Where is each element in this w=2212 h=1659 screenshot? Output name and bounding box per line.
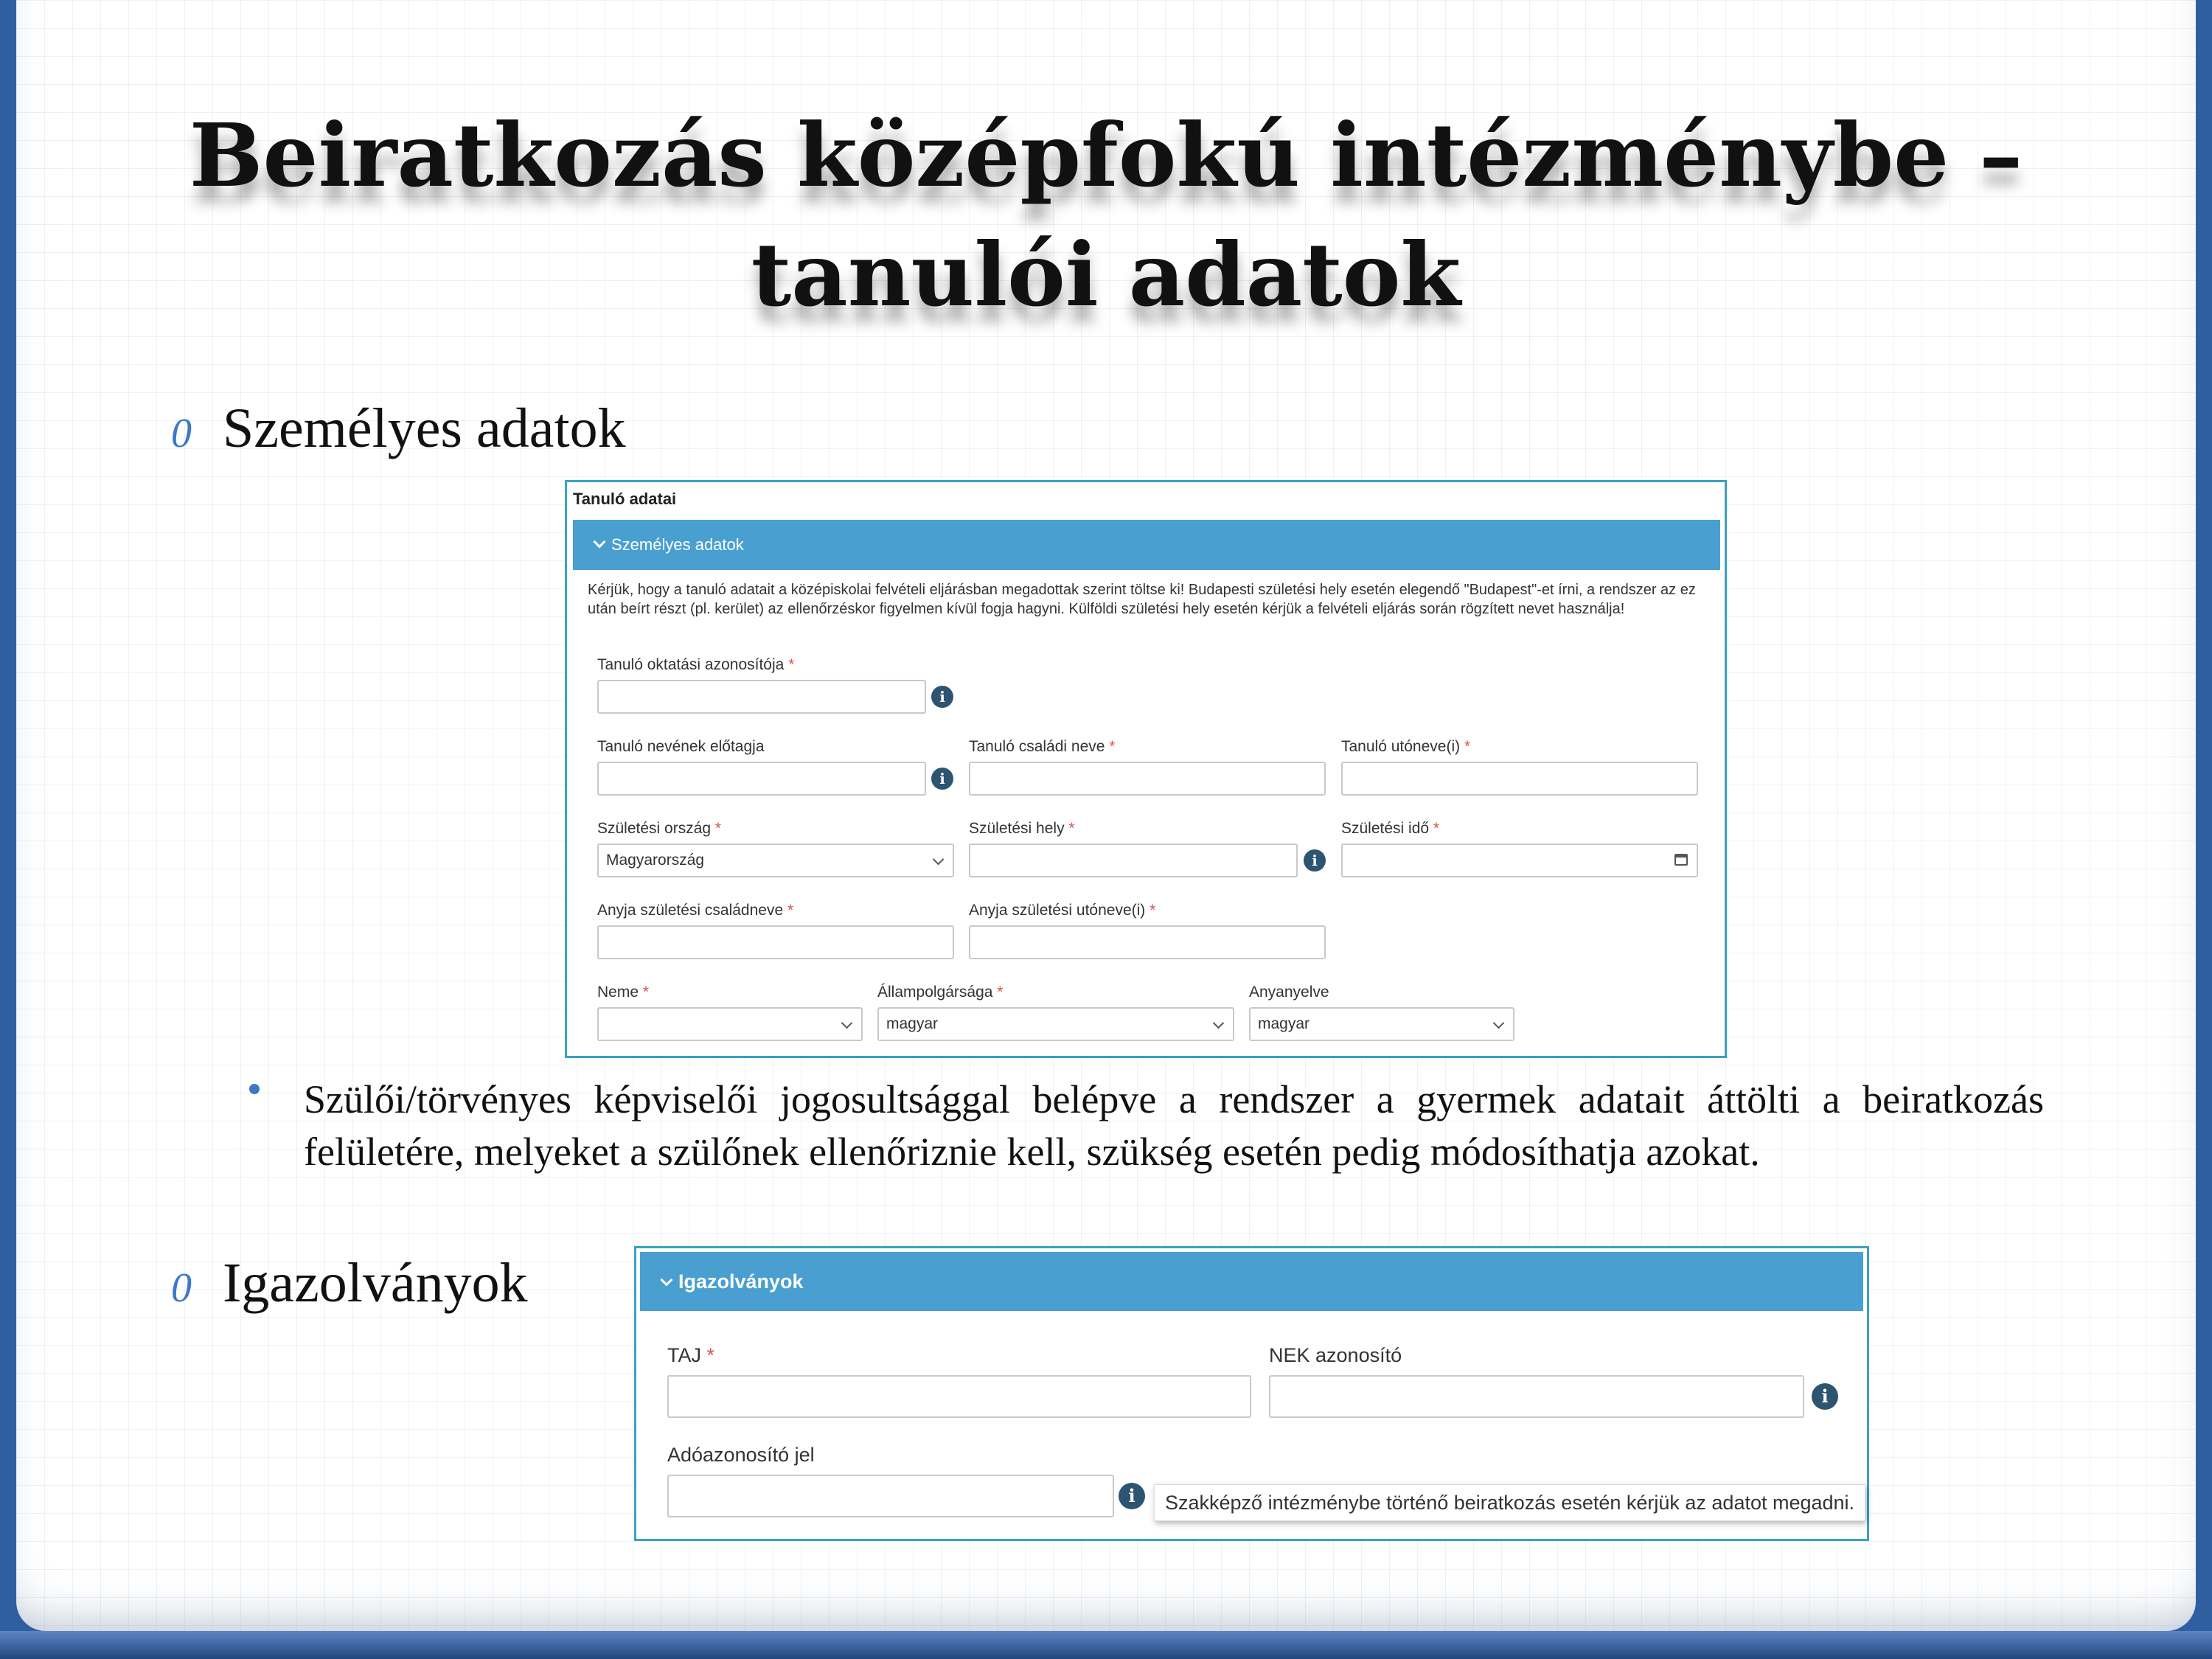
student-data-form bbox=[565, 480, 1727, 1058]
anyja-utonev-input[interactable] bbox=[969, 925, 1326, 959]
chevron-down-icon bbox=[594, 536, 606, 549]
label-anyja-csaladnev: Anyja születési családneve * bbox=[597, 902, 794, 919]
bullet-paragraph: Szülői/törvényes képviselői jogosultsággal belépve a rendszer a gyermek adatait áttölti a beiratkozás felületére, melyeket a szülőnek ellenőriznie kell, szükség esetén pedig módosíthatja azokat. bbox=[304, 1077, 2044, 1174]
title-line-2: tanulói adatok bbox=[751, 223, 1461, 326]
heading-ids-text: Igazolványok bbox=[223, 1252, 528, 1314]
chevron-down-icon bbox=[1213, 1018, 1225, 1029]
heading-personal-data bbox=[171, 395, 626, 467]
csaladi-nev-input[interactable] bbox=[969, 762, 1326, 796]
chevron-down-icon bbox=[661, 1274, 673, 1287]
id-documents-section-header[interactable] bbox=[640, 1252, 1863, 1311]
info-icon[interactable]: i bbox=[931, 686, 953, 708]
oktatasi-azonosito-input[interactable] bbox=[597, 680, 926, 714]
szuletesi-orszag-select[interactable] bbox=[597, 844, 954, 877]
personal-data-section-header[interactable] bbox=[573, 520, 1720, 570]
label-adoazonosito: Adóazonosító jel bbox=[667, 1444, 815, 1466]
info-icon[interactable]: i bbox=[931, 768, 953, 790]
slide-title bbox=[147, 96, 2065, 335]
taj-input[interactable] bbox=[667, 1375, 1251, 1418]
heading-personal-text: Személyes adatok bbox=[223, 397, 626, 459]
heading-ids bbox=[171, 1250, 528, 1321]
anyanyelv-select[interactable] bbox=[1249, 1007, 1514, 1041]
label-nev-elotag: Tanuló nevének előtagja bbox=[597, 738, 765, 755]
id-documents-form bbox=[634, 1246, 1869, 1541]
form-instructions: Kérjük, hogy a tanuló adatait a középiskolai felvételi eljárásban megadottak szerint töltse ki! Budapesti születési hely esetén elegendő "Budapest"-et írni, a rendszer az ez után beírt részt (pl. kerület) az ellenőrzéskor figyelmen kívül fogja hagyni. Külföldi születési hely esetén kérjük a felvételi eljárás során rögzített nevet használja! bbox=[588, 582, 1696, 617]
nek-input[interactable] bbox=[1269, 1375, 1804, 1418]
utonev-input[interactable] bbox=[1341, 762, 1698, 796]
szuletesi-hely-input[interactable] bbox=[969, 844, 1298, 877]
card-title: Tanuló adatai bbox=[573, 490, 677, 508]
label-nek: NEK azonosító bbox=[1269, 1344, 1402, 1366]
section-label: Személyes adatok bbox=[611, 535, 744, 554]
szuletesi-ido-input[interactable] bbox=[1341, 844, 1698, 877]
label-allampolgarsag: Állampolgársága * bbox=[877, 984, 1004, 1001]
label-utonev: Tanuló utóneve(i) * bbox=[1341, 738, 1471, 755]
neme-select[interactable] bbox=[597, 1007, 863, 1041]
label-taj: TAJ * bbox=[667, 1344, 715, 1366]
chevron-down-icon bbox=[933, 854, 945, 866]
bullet-marker-icon: 0 bbox=[171, 1265, 192, 1311]
bullet-dot-icon bbox=[249, 1084, 260, 1094]
label-szuletesi-hely: Születési hely * bbox=[969, 820, 1075, 837]
section-label: Igazolványok bbox=[678, 1270, 804, 1293]
label-anyja-utonev: Anyja születési utóneve(i) * bbox=[969, 902, 1156, 919]
info-icon[interactable]: i bbox=[1119, 1483, 1145, 1509]
adoazonosito-input[interactable] bbox=[667, 1475, 1114, 1517]
title-line-1: Beiratkozás középfokú intézménybe – bbox=[189, 104, 2023, 206]
szuletesi-orszag-value: Magyarország bbox=[606, 852, 705, 869]
label-anyanyelv: Anyanyelve bbox=[1249, 984, 1329, 1001]
chevron-down-icon bbox=[1493, 1018, 1505, 1029]
label-oktatasi-azonosito: Tanuló oktatási azonosítója * bbox=[597, 656, 795, 673]
allampolgarsag-select[interactable] bbox=[877, 1007, 1234, 1041]
info-icon[interactable]: i bbox=[1812, 1383, 1838, 1410]
calendar-icon[interactable] bbox=[1674, 854, 1688, 866]
allampolgarsag-value: magyar bbox=[886, 1015, 939, 1032]
nev-elotag-input[interactable] bbox=[597, 762, 926, 796]
bullet-marker-icon: 0 bbox=[171, 411, 192, 456]
label-csaladi-nev: Tanuló családi neve * bbox=[969, 738, 1116, 755]
anyja-csaladnev-input[interactable] bbox=[597, 925, 954, 959]
label-szuletesi-orszag: Születési ország * bbox=[597, 820, 722, 837]
chevron-down-icon bbox=[841, 1018, 853, 1029]
label-neme: Neme * bbox=[597, 984, 650, 1001]
tooltip: Szakképző intézménybe történő beiratkozás esetén kérjük az adatot megadni. bbox=[1154, 1484, 1865, 1521]
info-icon[interactable]: i bbox=[1304, 849, 1326, 872]
anyanyelv-value: magyar bbox=[1258, 1015, 1310, 1032]
slide-bottom-band bbox=[0, 1631, 2212, 1659]
label-szuletesi-ido: Születési idő * bbox=[1341, 820, 1440, 837]
